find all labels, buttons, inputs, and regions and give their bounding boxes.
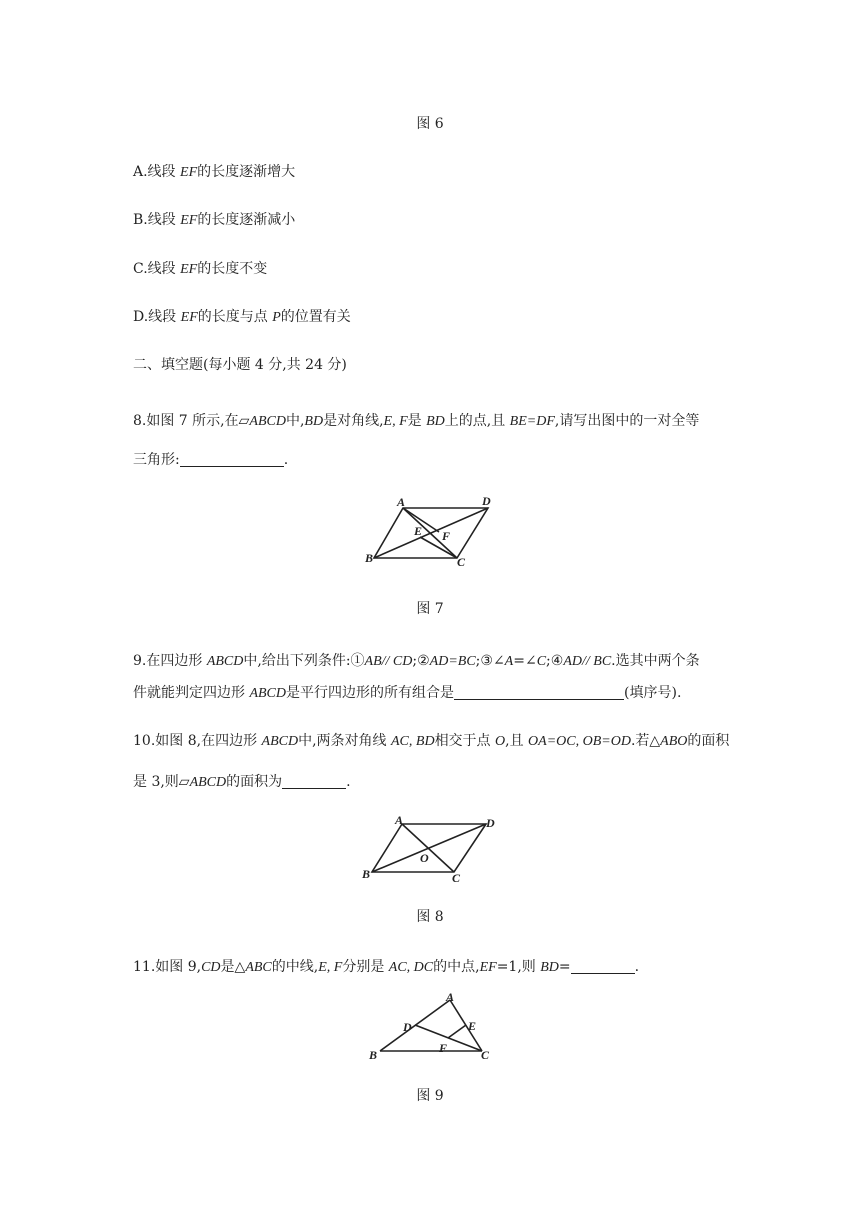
figure-7-diagram	[360, 492, 500, 572]
answer-blank-8[interactable]	[180, 452, 284, 467]
question-9-line-1: 9.在四边形 ABCD中,给出下列条件:①AB// CD;②AD=BC;③∠A=∠C;④AD// BC.选其中两个条	[133, 653, 700, 669]
label-o: O	[420, 851, 429, 865]
option-b: B.线段 EF的长度逐渐减小	[133, 212, 296, 228]
question-10-line-1: 10.如图 8,在四边形 ABCD中,两条对角线 AC, BD相交于点 O,且 OA=OC, OB=OD.若△ABO的面积	[133, 733, 730, 749]
label-b: B	[362, 867, 371, 881]
figure-7-caption: 图 7	[416, 601, 444, 617]
answer-blank-11[interactable]	[571, 959, 635, 974]
question-9-line-2: 件就能判定四边形 ABCD是平行四边形的所有组合是 (填序号).	[133, 685, 682, 701]
label-a: A	[397, 495, 406, 509]
section-title: 二、填空题(每小题 4 分,共 24 分)	[133, 357, 347, 373]
figure-8-diagram	[360, 812, 500, 888]
answer-blank-10[interactable]	[282, 774, 346, 789]
label-c: C	[457, 555, 466, 569]
segment-ef	[448, 1025, 466, 1038]
label-f: F	[439, 1041, 448, 1055]
segment-bd	[372, 824, 486, 872]
label-e: E	[414, 524, 423, 538]
label-b: B	[369, 1048, 378, 1062]
label-c: C	[452, 871, 461, 885]
label-f: F	[442, 529, 451, 543]
question-8-line-1: 8.如图 7 所示,在▱ABCD中,BD是对角线,E, F是 BD上的点,且 BE=DF,请写出图中的一对全等	[133, 413, 700, 429]
option-d: D.线段 EF的长度与点 P的位置有关	[133, 309, 351, 325]
option-a: A.线段 EF的长度逐渐增大	[133, 164, 296, 180]
label-d: D	[403, 1020, 412, 1034]
question-8-line-2: 三角形: .	[133, 452, 289, 468]
question-10-line-2: 是 3,则▱ABCD的面积为 .	[133, 774, 351, 790]
label-a: A	[446, 990, 455, 1004]
figure-8-caption: 图 8	[416, 909, 444, 925]
label-c: C	[481, 1048, 490, 1062]
figure-9-caption: 图 9	[416, 1088, 444, 1104]
answer-blank-9[interactable]	[454, 685, 624, 700]
label-a: A	[395, 813, 404, 827]
question-11-line-1: 11.如图 9,CD是△ABC的中线,E, F分别是 AC, DC的中点,EF=1,则 BD= .	[133, 959, 640, 975]
option-c: C.线段 EF的长度不变	[133, 261, 268, 277]
figure-9-diagram	[360, 988, 500, 1064]
label-d: D	[486, 816, 495, 830]
label-e: E	[468, 1019, 477, 1033]
figure-6-caption: 图 6	[416, 116, 444, 132]
label-b: B	[365, 551, 374, 565]
segment-bd	[374, 508, 488, 558]
label-d: D	[482, 494, 491, 508]
